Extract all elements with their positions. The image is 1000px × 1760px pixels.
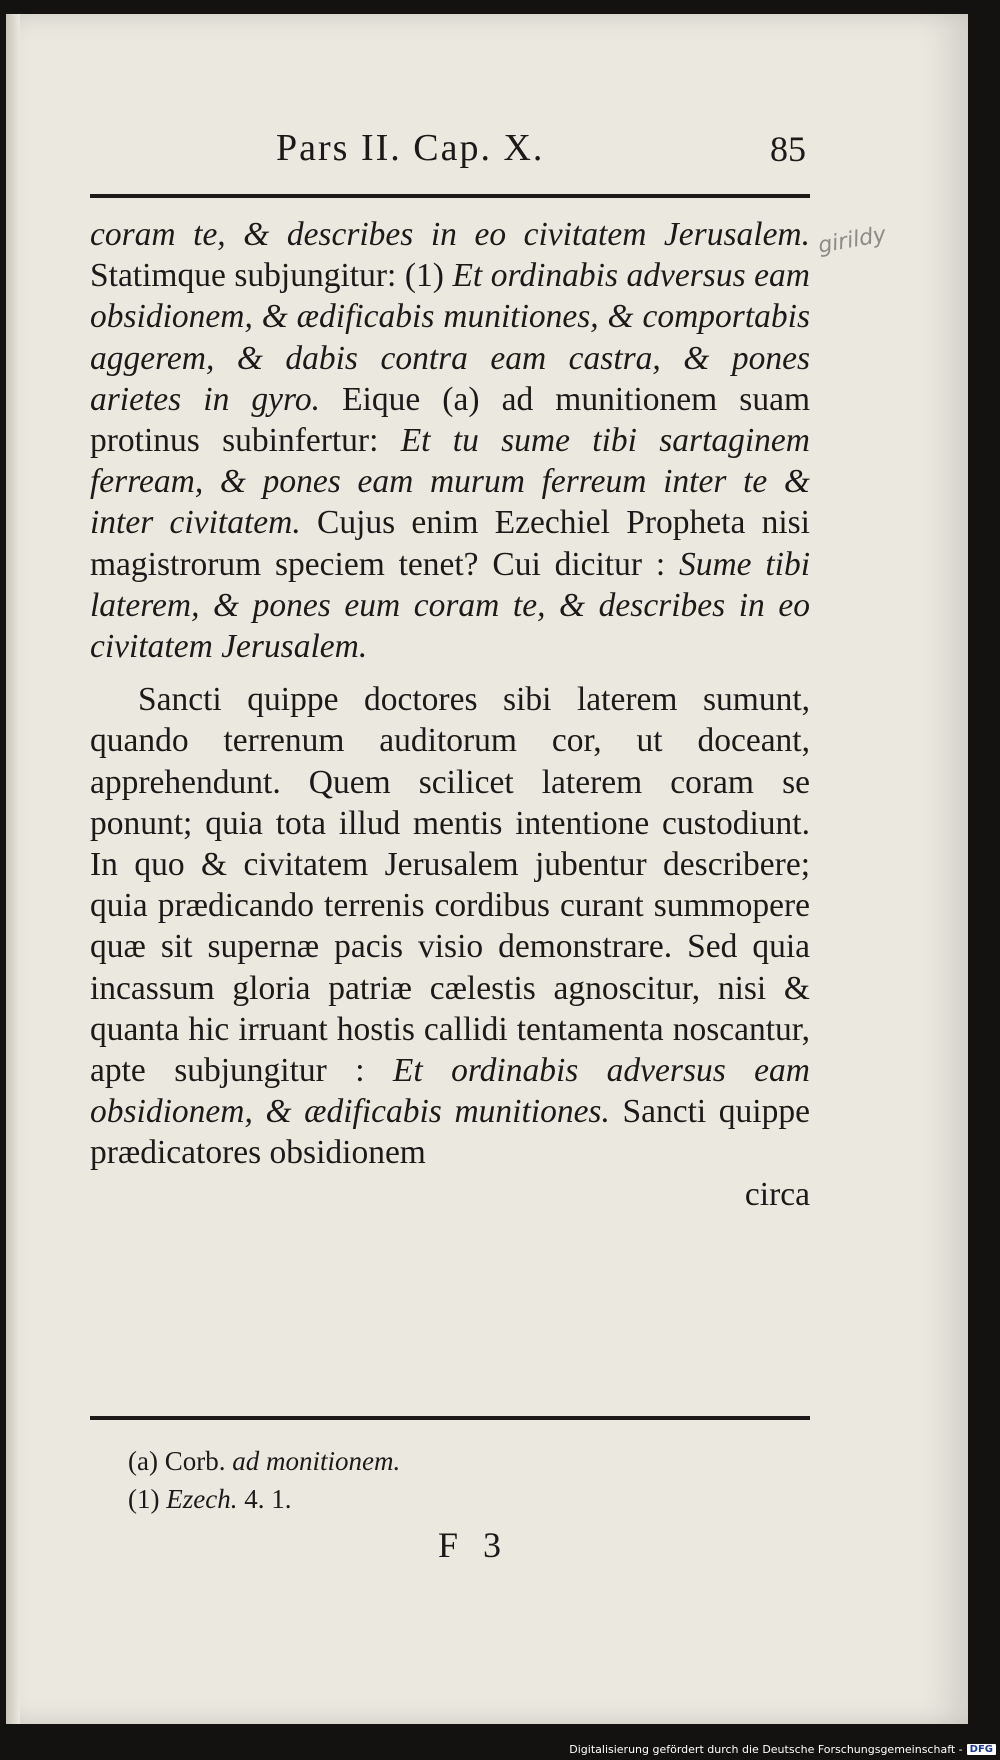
footnote-1-marker: (1) (128, 1484, 160, 1514)
dfg-logo: DFG (967, 1744, 996, 1755)
running-head (276, 126, 806, 176)
digitization-credit (569, 1743, 996, 1756)
paragraph1-segment: Cujus enim Ezechiel Propheta nisi magistrorum speciem tenet? Cui dicitur : (90, 504, 810, 583)
footnote-1-italic: Ezech. (166, 1484, 238, 1514)
footnote-1 (128, 1480, 728, 1518)
main-text-block (90, 214, 810, 1215)
handwritten-margin-note: girildy (816, 222, 888, 259)
paragraph1-segment: Et tu sume tibi sartaginem ferream, & pones eam murum ferreum inter te & inter civitatem. (90, 422, 810, 542)
paragraph-1 (90, 214, 810, 667)
paragraph1-segment: Eique (a) ad munitionem suam protinus subinfertur: (90, 380, 810, 460)
paragraph1-segment: coram te, & describes in eo civitatem Jeru (90, 216, 724, 253)
paragraph2-segment: Sancti quippe prædicatores obsidionem (90, 1093, 810, 1172)
signature-mark: F 3 (438, 1525, 510, 1565)
paragraph1-segment: Statimque subjungitur: (1) (90, 257, 453, 295)
footnote-a (128, 1442, 728, 1480)
book-page (6, 14, 968, 1724)
page-gutter-shadow (6, 14, 20, 1724)
page-number: 85 (770, 129, 806, 169)
paragraph2-segment: Et ordinabis adversus eam obsidionem, & ædificabis munitiones. (90, 1052, 810, 1131)
credit-text: Digitalisierung gefördert durch die Deutsche Forschungsgemeinschaft - (569, 1743, 963, 1756)
catchword: circa (744, 1175, 810, 1213)
paragraph1-segment: salem. (723, 216, 810, 253)
paragraph1-segment: Sume tibi laterem, & pones eum coram te, & describes in eo civitatem Jerusalem. (90, 545, 810, 666)
header-rule (90, 194, 810, 198)
paragraph1-segment: Et ordinabis adversus eam obsidionem, & ædificabis munitiones, & comportabis aggerem, & dabis contra eam castra, & pones arietes in gyro. (90, 257, 810, 418)
footnote-a-text: Corb. (164, 1446, 226, 1476)
paragraph-2 (90, 679, 810, 1173)
footnotes (128, 1442, 728, 1518)
running-head-title: Pars II. Cap. X. (276, 127, 545, 169)
footnote-1-text: 4. 1. (244, 1484, 292, 1514)
footnote-rule (90, 1416, 810, 1420)
footnote-a-italic: ad monitionem. (232, 1446, 401, 1476)
paragraph2-segment: Sancti quippe doctores sibi laterem sumunt, quando terrenum auditorum cor, ut doceant, apprehendunt. Quem scilicet laterem coram se ponunt; quia tota illud mentis intentione custodiunt. In quo & civitatem Jerusalem jubentur describere; quia prædicando terrenis cordibus curant summopere quæ sit supernæ pacis visio demonstrare. Sed quia incassum gloria patriæ cælestis agnoscitur, nisi & quanta hic irruant hostis callidi tentamenta noscantur, apte subjungitur : (90, 681, 810, 1090)
footnote-a-marker: (a) (128, 1446, 158, 1476)
